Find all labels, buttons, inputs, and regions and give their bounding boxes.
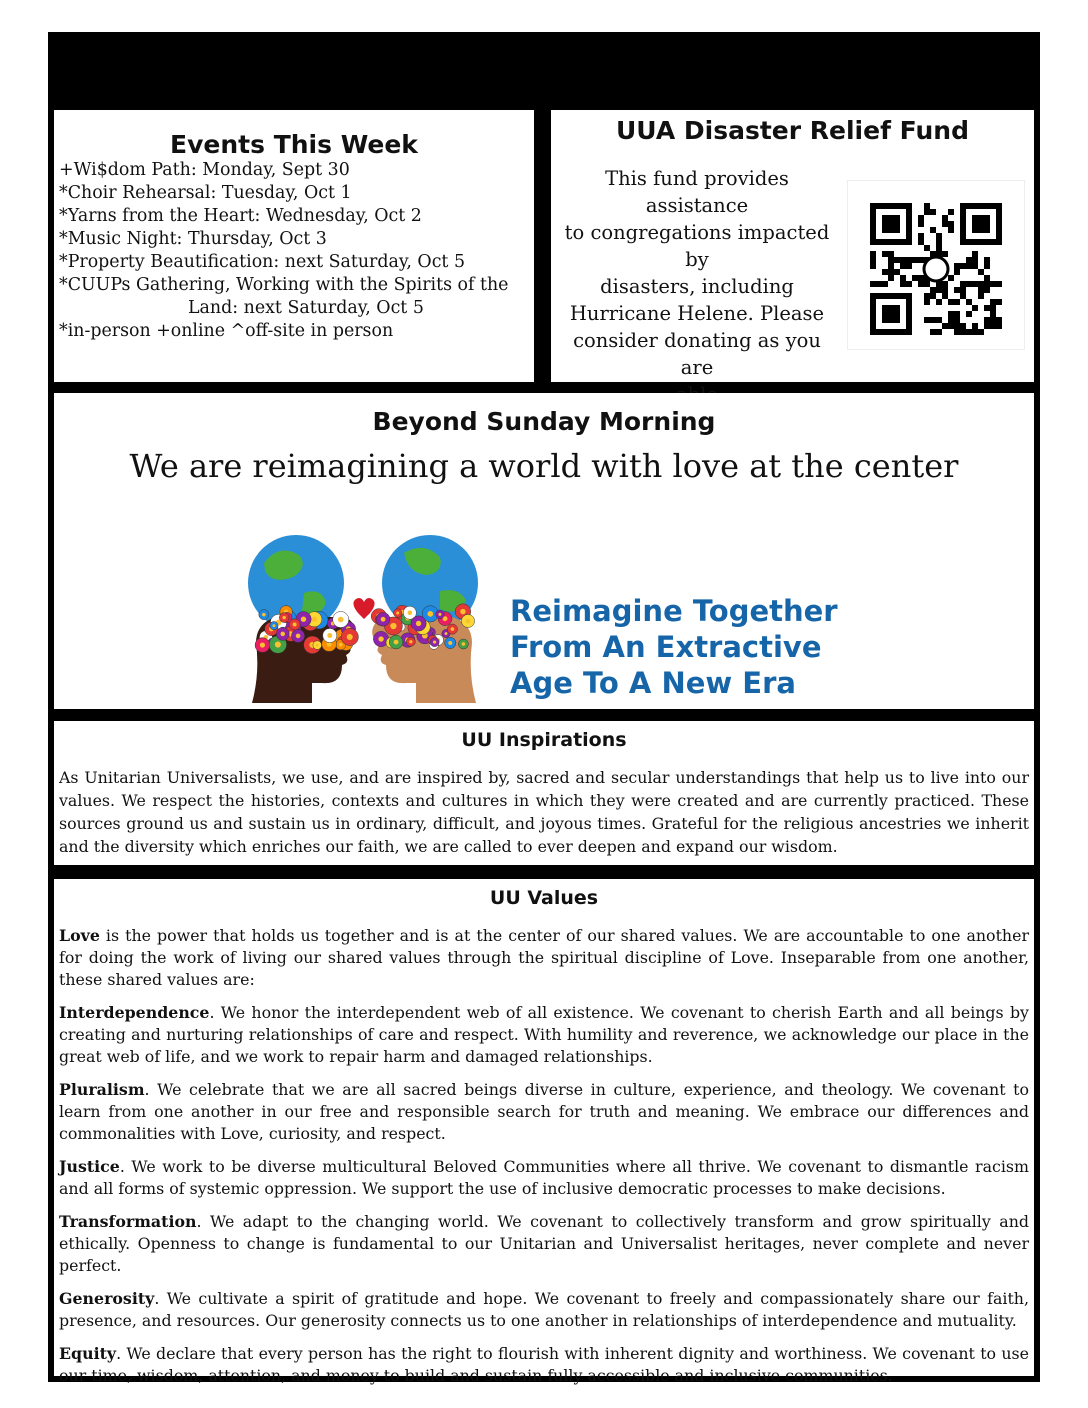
value-term: Interdependence	[59, 1003, 210, 1022]
inspirations-text: As Unitarian Universalists, we use, and are inspired by, sacred and secular understandings that help us to live into our values. We respect the histories, contexts and cultures in which they were created and are currently practiced. These sources ground us and sustain us in ordinary, difficult, and joyous times. Grateful for the religious ancestries we inherit and the diversity which enriches our faith, we are called to ever deepen and expand our wisdom.	[59, 768, 1029, 856]
value-text: is the power that holds us together and is at the center of our shared values. We are accountable to one another for doing the work of living our shared values through the spiritual discipline of Love. Inseparable from one another, these shared values are:	[59, 926, 1029, 989]
value-term: Pluralism	[59, 1080, 145, 1099]
value-item	[59, 1343, 1029, 1387]
value-term: Love	[59, 926, 100, 945]
value-text: . We work to be diverse multicultural Beloved Communities where all thrive. We covenant to dismantle racism and all forms of systemic oppression. We support the use of inclusive democratic processes to make decisions.	[59, 1157, 1029, 1198]
value-text: . We honor the interdependent web of all existence. We covenant to cherish Earth and all beings by creating and nurturing relationships of care and respect. With humility and reverence, we acknowledge our place in the great web of life, and we work to repair harm and damaged relationships.	[59, 1003, 1029, 1066]
event-item: *Music Night: Thursday, Oct 3	[59, 229, 327, 249]
tagline-line: Reimagine Together	[510, 594, 838, 628]
tagline-line: From An Extractive	[510, 630, 822, 664]
inspirations-title: UU Inspirations	[461, 729, 627, 751]
value-text: . We declare that every person has the right to flourish with inherent dignity and worthiness. We covenant to use our time, wisdom, attention, and money to build and sustain fully accessible and inclusive communities.	[59, 1344, 1029, 1385]
value-term: Transformation	[59, 1212, 197, 1231]
events-list	[59, 159, 508, 343]
beyond-panel	[54, 393, 1034, 709]
relief-title: UUA Disaster Relief Fund	[616, 116, 969, 145]
event-item: *Yarns from the Heart: Wednesday, Oct 2	[59, 206, 422, 226]
value-text: . We cultivate a spirit of gratitude and hope. We covenant to freely and compassionately share our faith, presence, and resources. Our generosity connects us to one another in relationships of interdependence and mutuality.	[59, 1289, 1029, 1330]
value-item	[59, 1002, 1029, 1068]
values-list	[59, 925, 1029, 1398]
value-text: . We celebrate that we are all sacred beings diverse in culture, experience, and theology. We covenant to learn from one another in our free and responsible search for truth and meaning. We embrace our differences and commonalities with Love, curiosity, and respect.	[59, 1080, 1029, 1143]
relief-line: to congregations impacted by	[564, 221, 830, 271]
events-title: Events This Week	[170, 130, 418, 159]
value-term: Equity	[59, 1344, 117, 1363]
value-item	[59, 1079, 1029, 1145]
event-item: +Wi$dom Path: Monday, Sept 30	[59, 160, 350, 180]
relief-line: Hurricane Helene. Please	[569, 302, 825, 325]
reimagine-tagline	[510, 593, 838, 701]
value-item	[59, 925, 1029, 991]
values-title: UU Values	[489, 887, 599, 909]
value-item	[59, 1288, 1029, 1332]
events-panel	[54, 110, 534, 382]
relief-line: This fund provides assistance	[605, 167, 789, 217]
relief-line: disasters, including	[600, 275, 794, 298]
reimagine-heads-illustration	[234, 533, 494, 705]
values-panel	[54, 879, 1034, 1385]
value-item	[59, 1156, 1029, 1200]
value-text: . We adapt to the changing world. We covenant to collectively transform and grow spiritually and ethically. Openness to change is fundamental to our Unitarian and Universalist heritages, never complete and never perfect.	[59, 1212, 1029, 1275]
event-item-continued: Land: next Saturday, Oct 5	[188, 298, 424, 318]
relief-line: consider donating as you are	[573, 329, 821, 379]
beyond-subtitle: We are reimagining a world with love at the center	[129, 447, 959, 485]
event-item: *CUUPs Gathering, Working with the Spirits of the	[59, 275, 509, 295]
tagline-line: Age To A New Era	[510, 666, 796, 700]
event-item: *Choir Rehearsal: Tuesday, Oct 1	[59, 183, 352, 203]
value-term: Generosity	[59, 1289, 155, 1308]
value-item	[59, 1211, 1029, 1277]
relief-text	[557, 165, 837, 408]
event-legend: *in-person +online ^off-site in person	[59, 321, 394, 341]
relief-panel	[551, 110, 1034, 382]
qr-code-icon[interactable]	[847, 180, 1025, 350]
inspirations-panel	[54, 721, 1034, 865]
beyond-title: Beyond Sunday Morning	[372, 407, 716, 436]
value-term: Justice	[59, 1157, 120, 1176]
event-item: *Property Beautification: next Saturday, Oct 5	[59, 252, 466, 272]
